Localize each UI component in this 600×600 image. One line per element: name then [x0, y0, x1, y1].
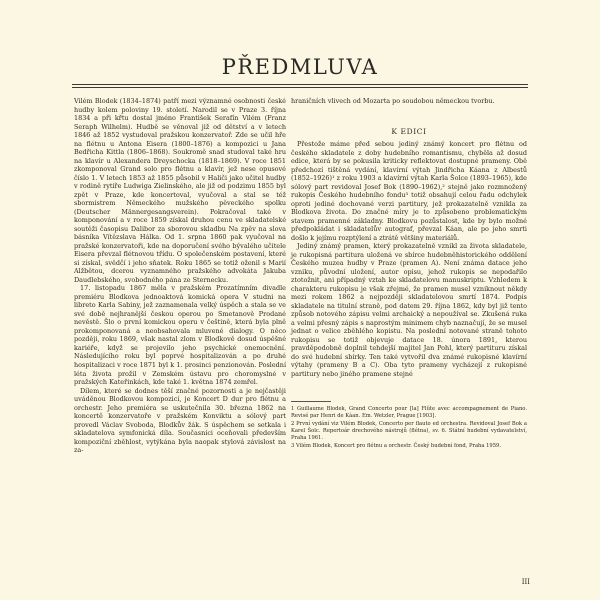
paragraph: Jediný známý pramen, který prokazatelně vznikl za života skladatele, je rukopisná partitura uložená ve sbírce hudebněhistorického oddělení Českého muzea hudby v Praze (pramen A). Není známa datace jeho vzniku, původní uložení, autor opisu, jehož rukopis se nepodařilo ztotožnit, ani případný vztah ke skladatelovu manuskriptu. Vzhledem k charakteru rukopisu je však zřejmé, že pramen musel vzniknout někdy mezi rokem 1862 a nejpozději skladatelovou smrtí 1874. Podpis skladatele na titulní straně, pod datem 29. října 1862, kdy byl již tento způsob notového zápisu velmi archaický a nepoužíval se. Zkušená ruka a velmi přesný zápis s naprostým minimem chyb naznačují, že se musel jednat o velice zběhlého kopistu. Na poslední notované straně tohoto rukopisu se totiž objevuje datace 18. února 1891, kterou pravděpodobně doplnil tehdejší majitel Jan Pohl, který partituru získal do své hudební sbírky. Ten také vytvořil dva známé rukopisné klavírní výtahy (prameny B a C). Oba tyto prameny vycházejí z rukopisné partitury nebo jiného pramene stejné [291, 242, 527, 378]
footnote-rule [291, 401, 331, 402]
paragraph: 17. listopadu 1867 měla v pražském Prozatímním divadle premiéru Blodkova jednoaktová komická opera V studni na libreto Karla Sabiny, jež zaznamenala velký úspěch a stala se ve své době nejhranější českou operou po Smetanově Prodané nevěstě. Šlo o první komickou operu v češtině, která byla plně prokomponovaná a neobsahovala mluvené dialogy. O něco později, roku 1869, však nastal zlom v Blodkově dosud úspěšné kariéře, když se projevilo jeho psychické onemocnění. Následujícího roku byl poprvé hospitalizován a po druhé hospitalizaci v roce 1871 byl k 1. prosinci penzionován. Poslední léta života prožil v Zemském ústavu pro choromyslné v pražských Kateřinkách, kde také 1. května 1874 zemřel. [74, 284, 286, 387]
footnotes [291, 406, 527, 449]
paragraph: Dílem, které se dodnes těší značné pozornosti a je nejčastěji uváděnou Blodkovou kompozicí, je Koncert D dur pro flétnu a orchestr. Jeho premiéra se uskutečnila 30. března 1862 na koncertě konzervatoře v pražském Konviktu a sólový part provedl Václav Svoboda, Blodkův žák. S úspěchem se setkala i skladatelova symfonická díla. Současníci oceňovali především kompoziční zběhlost, vytýkána byla naopak stylová závislost na za- [74, 386, 286, 455]
footnote: 2 První vydání viz Vilém Blodek, Concerto per flauto ed orchestra. Revidoval Josef Bok a Karel Šolc. Repertoár drechového nástrojů (flétna), sv. 6. Státní hudební vydavatelství, Praha 1961. [291, 421, 527, 441]
continued-paragraph: hraničních vlivech od Mozarta po soudobou německou tvorbu. [291, 97, 495, 105]
footnote: 3 Vilém Blodek, Koncert pro flétnu a orchestr. Český hudební fond, Praha 1959. [291, 443, 501, 450]
right-column [291, 97, 527, 451]
footnote: 1 Guillaume Blodek, Grand Concerto pour [la] Flûte avec accompagnement de Piano. Revisé par Henri de Kàan. Em. Wetzler, Prague [1903]. [291, 406, 527, 420]
left-column [74, 97, 286, 455]
section-heading: K EDICI [391, 126, 427, 136]
title-rule-bottom [72, 87, 528, 88]
page-number: III [521, 578, 530, 586]
paragraph: Přestože máme před sebou jediný známý koncert pro flétnu od českého skladatele z doby hudebního romantismu, chyběla až dosud edice, která by se pokusila kriticky reflektovat dostupné prameny. Obě předchozí tištěná vydání, klavírní výtah Jindřicha Káana z Albestů (1852–1926)¹ z roku 1903 a klavírní výtah Karla Šolce (1893–1965), kde sólový part revidoval Josef Bok (1890–1962),² stejně jako rozmnožený rukopis Českého hudebního fondu³ totiž obsahují celou řadu odchylek oproti jediné dochované verzi partitury, jež prokazatelně vznikla za Blodkova života. Do značné míry je to způsobeno problematickým stavem pramenné základny. Blodkovu pozůstalost, kde by bylo možné předpokládat i skladatelův autograf, převzal Káan, ale po jeho smrti došlo k jejímu rozptýlení a ztrátě většiny materiálů. [291, 140, 527, 242]
page-title: PŘEDMLUVA [221, 55, 379, 79]
title-rule-top [72, 84, 528, 85]
paragraph: Vilém Blodek (1834–1874) patří mezi významné osobnosti české hudby kolem poloviny 19. století. Narodil se v Praze 3. října 1834 a při křtu dostal jméno František Serafín Vilém (Franz Seraph Wilhelm). Hudbě se věnoval již od dětství a v letech 1846 až 1852 vystudoval pražskou konzervatoř. Zde se učil hře na flétnu u Antona Eisera (1800–1876) a kompozici u Jana Bedřicha Kittla (1806–1868). Soukromě snad studoval také hru na klavír u Alexandera Dreyschocka (1818–1869). V roce 1851 zkomponoval Grand solo pro flétnu a klavír, jež nese opusové číslo 1. V letech 1853 až 1855 působil v Haliči jako učitel hudby v rodině rytíře Ludwiga Zielinského, ale již od podzimu 1855 byl zpět v Praze, kde koncertoval, vyučoval a stal se též sbormistrem Německého mužského pěveckého spolku (Deutscher Männergesangsverein). Pokračoval také v komponování a v roce 1859 získal druhou cenu ve skladatelské soutěži časopisu Dalibor za sborovou skladbu Na zpěv na slova básníka Vítězslava Hálka. Od 1. srpna 1860 pak vyučoval na pražské konzervatoři, kde na doporučení svého bývalého učitele Eisera převzal flétnovou třídu. O společenském postavení, které si získal, svědčí i jeho sňatek. Roku 1865 se totiž oženil s Marií Alžbětou, dcerou vyznamného pražského advokáta Jakuba Daudlebského, svobodného pána ze Sternecku. [74, 97, 286, 284]
